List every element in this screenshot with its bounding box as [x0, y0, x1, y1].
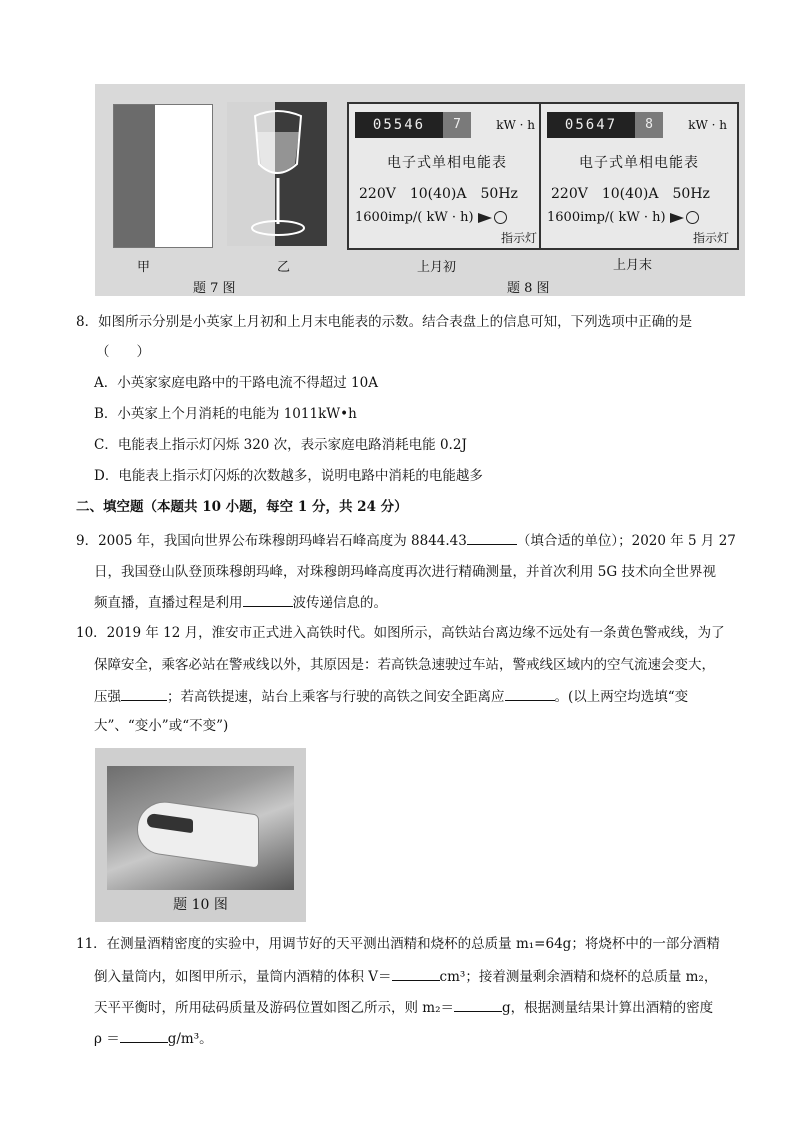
caption-end: 上月末 [613, 258, 653, 273]
answer-blank[interactable] [120, 1028, 168, 1043]
high-speed-train-icon [137, 797, 259, 868]
meter-title: 电子式单相电能表 [387, 155, 507, 171]
q11-text: 倒入量筒内，如图甲所示，量筒内酒精的体积 V＝ [94, 969, 392, 985]
q11-line2 [94, 966, 717, 987]
q9-text: 9．2005 年，我国向世界公布珠穆朗玛峰岩石峰高度为 8844.43 [76, 533, 467, 549]
meter-frequency: 50Hz [672, 186, 710, 202]
answer-blank[interactable] [121, 686, 167, 701]
indicator-lamp-icon [494, 211, 507, 224]
q8-paren: （ ） [96, 344, 150, 360]
caption-jia: 甲 [137, 260, 151, 275]
figure-q7-q8 [95, 84, 745, 296]
meter-last-digit: 7 [443, 112, 471, 138]
q10-line4: 大”、“变小”或“不变”) [94, 718, 229, 734]
train-photo [107, 766, 294, 890]
meter-spec [359, 186, 532, 202]
q11-text: 天平平衡时，所用砝码质量及游码位置如图乙所示，则 m₂＝ [94, 1000, 455, 1016]
q10-line1: 10．2019 年 12 月，淮安市正式进入高铁时代。如图所示，高铁站台离边缘不远处有一条黄色警戒线，为了 [76, 625, 725, 641]
q11-text: g/m³。 [167, 1031, 213, 1047]
figure-q10-train-photo [95, 748, 306, 922]
caption-start: 上月初 [417, 260, 457, 275]
q8-option-d: D．电能表上指示灯闪烁的次数越多，说明电路中消耗的电能越多 [94, 468, 483, 484]
meter-imp-text: 1600imp/( kW · h) [355, 210, 474, 225]
q10-text: 。(以上两空均选填“变 [554, 689, 689, 705]
meter-imp [355, 210, 507, 225]
q11-line3 [94, 997, 713, 1018]
meter-voltage: 220V [359, 186, 396, 202]
q11-line4 [94, 1028, 213, 1049]
q9-text: 波传递信息的。 [292, 595, 387, 611]
meter-imp-text: 1600imp/( kW · h) [547, 210, 666, 225]
caption-yi: 乙 [277, 260, 291, 275]
q10-text: 压强 [94, 689, 121, 705]
caption-fig7: 题 7 图 [193, 281, 236, 296]
q11-text: ρ ＝ [94, 1031, 120, 1047]
q11-text: cm³；接着测量剩余酒精和烧杯的总质量 m₂， [439, 969, 718, 985]
q10-text: ；若高铁提速，站台上乘客与行驶的高铁之间安全距离应 [167, 689, 505, 705]
q11-line1: 11．在测量酒精密度的实验中，用调节好的天平测出酒精和烧杯的总质量 m₁=64g；将烧杯中的一部分酒精 [76, 936, 720, 952]
section-heading: 二、填空题（本题共 10 小题，每空 1 分，共 24 分） [76, 499, 408, 515]
q8-option-c: C．电能表上指示灯闪烁 320 次，表示家庭电路消耗电能 0.2J [94, 437, 467, 453]
q9-line1 [76, 530, 736, 551]
meter-lamp-label: 指示灯 [500, 231, 537, 245]
answer-blank[interactable] [392, 966, 440, 981]
q9-text: 频直播，直播过程是利用 [94, 595, 243, 611]
meter-title: 电子式单相电能表 [579, 155, 699, 171]
meter-current: 10(40)A [409, 186, 467, 202]
wine-glass-icon [227, 102, 327, 246]
q10-line3 [94, 686, 688, 707]
meter-frequency: 50Hz [480, 186, 518, 202]
meter-imp [547, 210, 699, 225]
q9-line3 [94, 592, 387, 613]
caption-fig10: 题 10 图 [173, 897, 228, 913]
arrow-icon [670, 213, 684, 223]
q8-stem: 8．如图所示分别是小英家上月初和上月末电能表的示数。结合表盘上的信息可知，下列选项中正确的是 [76, 314, 693, 330]
figure-jia-measuring-panel [113, 104, 213, 248]
figure-yi-wine-glass-photo [227, 102, 327, 246]
answer-blank[interactable] [467, 530, 517, 545]
meter-voltage: 220V [551, 186, 588, 202]
meter-unit: kW · h [496, 118, 535, 132]
meter-last-digit: 8 [635, 112, 663, 138]
arrow-icon [478, 213, 492, 223]
meter-digits: 05546 [355, 112, 443, 138]
energy-meter-end [539, 102, 739, 250]
answer-blank[interactable] [505, 686, 555, 701]
q10-line2: 保障安全，乘客必站在警戒线以外，其原因是：若高铁急速驶过车站，警戒线区域内的空气流速会变大， [94, 657, 715, 673]
meter-digits: 05647 [547, 112, 635, 138]
indicator-lamp-icon [686, 211, 699, 224]
q8-option-a: A．小英家家庭电路中的干路电流不得超过 10A [94, 375, 378, 391]
meter-unit: kW · h [688, 118, 727, 132]
meter-spec [551, 186, 724, 202]
answer-blank[interactable] [454, 997, 502, 1012]
caption-fig8: 题 8 图 [507, 281, 550, 296]
q9-line2: 日，我国登山队登顶珠穆朗玛峰，对珠穆朗玛峰高度再次进行精确测量，并首次利用 5G 技术向全世界视 [94, 564, 716, 580]
energy-meter-start [347, 102, 547, 250]
meter-current: 10(40)A [601, 186, 659, 202]
meter-lamp-label: 指示灯 [692, 231, 729, 245]
q8-option-b: B．小英家上个月消耗的电能为 1011kW•h [94, 406, 357, 422]
answer-blank[interactable] [243, 592, 293, 607]
q11-text: g，根据测量结果计算出酒精的密度 [502, 1000, 714, 1016]
q9-text: （填合适的单位）；2020 年 5 月 27 [516, 533, 736, 549]
